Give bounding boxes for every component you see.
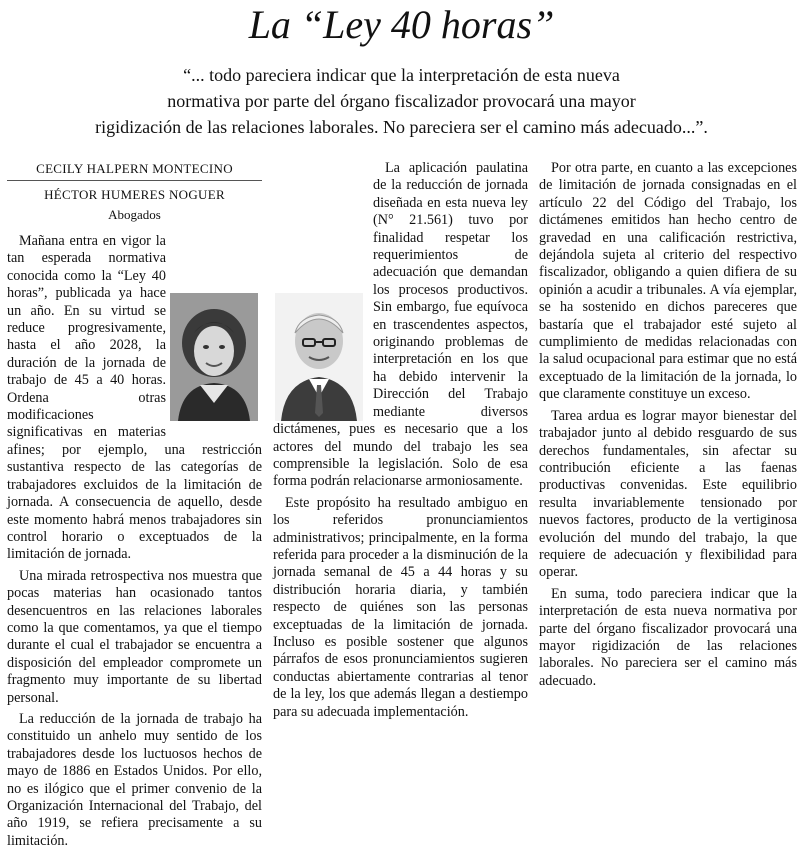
author-photo-woman [170,293,258,421]
portrait-man-icon [275,293,363,421]
article-paragraph: La reducción de la jornada de trabajo ha constituido un anhelo muy sentido de los trabajadores desde los luctuosos hechos de mayo de 1886 en Estados Unidos. Por ello, no es ilógico que el primer convenio de la Organización Internacional del Trabajo, del año 1919, se refiera precisamente a su limitación. [7,710,262,849]
pull-quote-line: normativa por parte del órgano fiscalizador provocará una mayor [167,91,636,111]
author-role: Abogados [108,207,161,222]
article-paragraph: Tarea ardua es lograr mayor bienestar del trabajador junto al debido resguardo de sus derechos fundamentales, sin afectar su contribución eficiente a las faenas productivas convenidas. Este equilibrio resulta invariablemente tensionado por nuevos factores, producto de la vertiginosa evolución del mundo del trabajo, la que requiere de adecuación y flexibilidad para operar. [539,407,797,581]
portrait-woman-icon [170,293,258,421]
article-paragraph: Este propósito ha resultado ambiguo en los referidos pronunciamientos administrativos; principalmente, en la forma referida para proceder a la disminución de la jornada semanal de 45 a 44 horas y su distribución horaria diaria, y también respecto de quiénes son las personas exceptuadas de la limitación de jornada. Incluso es posible sostener que algunos párrafos de esos pronunciamientos sugieren conductas abiertamente contrarias al tenor de la ley, los que además llegan a destiempo para su adecuada implementación. [273,494,528,720]
article-paragraph: Por otra parte, en cuanto a las excepciones de limitación de jornada consignadas en el artículo 22 del Código del Trabajo, los dictámenes emitidos han hecho centro de gravedad en una calificación restrictiva, dejándola sujeta al criterio del respectivo fiscalizador, obligando a quien difiera de su opinión a acudir a tribunales. A vía ejemplar, se ha sostenido en dichos pareceres que bastaría que el trabajador esté sujeto al cumplimiento de medidas relacionadas con la salud ocupacional para estimar que no está exceptuado de la limitación de la jornada, lo que claramente constituye un exceso. [539,160,797,403]
article-column-1 [7,160,262,850]
article-column-3 [539,160,797,690]
article-paragraph: La aplicación paulatina de la reducción de jornada diseñada en esta nueva ley (N° 21.561) tuvo por finalidad respetar los requerimientos de adecuación que demandan los procesos productivos. Sin embargo, fue equívoca en trascendentes aspectos, originando problemas de interpretación en los que ha debido intervenir la Dirección del Trabajo mediante diversos dictámenes, pues es necesario que a los actores del mundo del trabajo les sea comprensible la legislación. Solo de esa forma podrán relacionarse armoniosamente. [273,160,528,490]
article-paragraph: Una mirada retrospectiva nos muestra que pocas materias han ocasionado tantos desencuentros en las relaciones laborales como la que comentamos, ya que el tiempo durante el cual el trabajador se encuentra a disposición del empleador compromete un fragmento muy importante de su libertad personal. [7,567,262,706]
author-name: CECILY HALPERN MONTECINO [7,160,262,181]
article-column-2 [273,160,528,721]
article-paragraph: En suma, todo pareciera indicar que la interpretación de esta nueva normativa por parte del órgano fiscalizador provocará una mayor rigidización de las relaciones laborales. No pareciera ser el camino más adecuado. [539,585,797,689]
pull-quote-line: rigidización de las relaciones laborales. No pareciera ser el camino más adecuado...”. [95,117,708,137]
pull-quote-line: “... todo pareciera indicar que la interpretación de esta nueva [183,65,620,85]
article-paragraph: Mañana entra en vigor la tan esperada normativa conocida como la “Ley 40 horas”, publicada ya hace un año. En su virtud se reduce progresivamente, hasta el año 2028, la duración de la jornada de trabajo de 45 a 40 horas. Ordena otras modificaciones significativas en materias afines; por ejemplo, una restricción sustantiva respecto de las categorías de trabajadores excluidos de la limitación de jornada. A consecuencia de aquello, desde este momento habrá menos trabajadores sin control horario o exceptuados de la limitación de jornada. [7,233,262,563]
headline: La “Ley 40 horas” [248,2,555,47]
author-name: HÉCTOR HUMERES NOGUER [44,187,225,202]
pull-quote [60,62,743,140]
author-photo-man [275,293,363,421]
